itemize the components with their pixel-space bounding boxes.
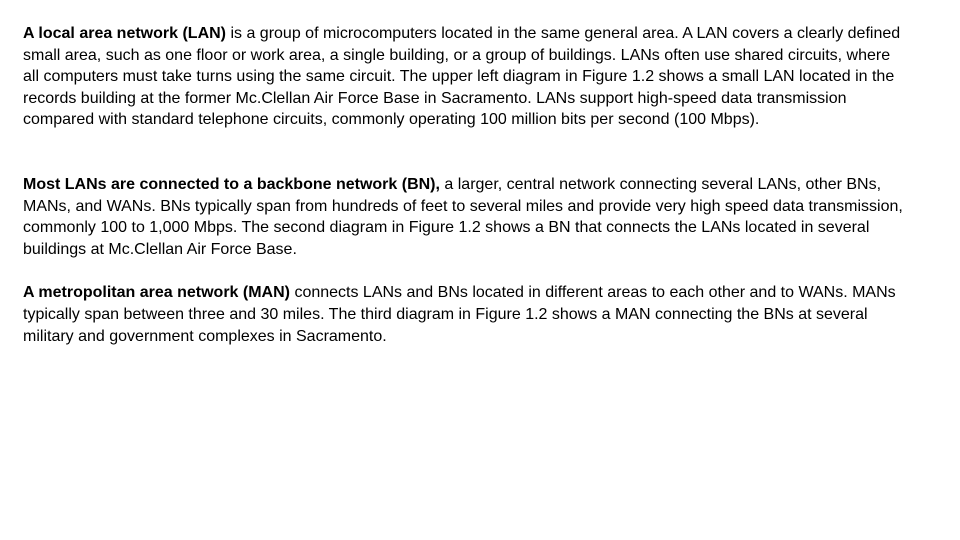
term-man: A metropolitan area network (MAN) (23, 284, 290, 302)
paragraph-bn-text: a larger, central network connecting several LANs, other BNs, MANs, and WANs. BNs typically span from hundreds of feet to several miles and provide very high speed data transmission, commonly 100 to 1,000 Mbps. The second diagram in Figure 1.2 shows a BN that connects the LANs located in several buildings at Mc.Clellan Air Force Base. (23, 175, 903, 258)
paragraph-lan (23, 23, 903, 131)
paragraph-man (23, 282, 903, 347)
paragraph-lan-text: is a group of microcomputers located in the same general area. A LAN covers a clearly defined small area, such as one floor or work area, a single building, or a group of buildings. LANs often use shared circuits, where all computers must take turns using the same circuit. The upper left diagram in Figure 1.2 shows a small LAN located in the records building at the former Mc.Clellan Air Force Base in Sacramento. LANs support high-speed data transmission compared with standard telephone circuits, commonly operating 100 million bits per second (100 Mbps). (23, 25, 901, 129)
term-lan: A local area network (LAN) (23, 25, 227, 42)
term-bn: Most LANs are connected to a backbone network (BN), (23, 175, 440, 193)
text-body (23, 23, 903, 347)
paragraph-man-text: connects LANs and BNs located in different areas to each other and to WANs. MANs typically span between three and 30 miles. The third diagram in Figure 1.2 shows a MAN connecting the BNs at several military and government complexes in Sacramento. (23, 284, 896, 345)
paragraph-bn (23, 174, 903, 260)
